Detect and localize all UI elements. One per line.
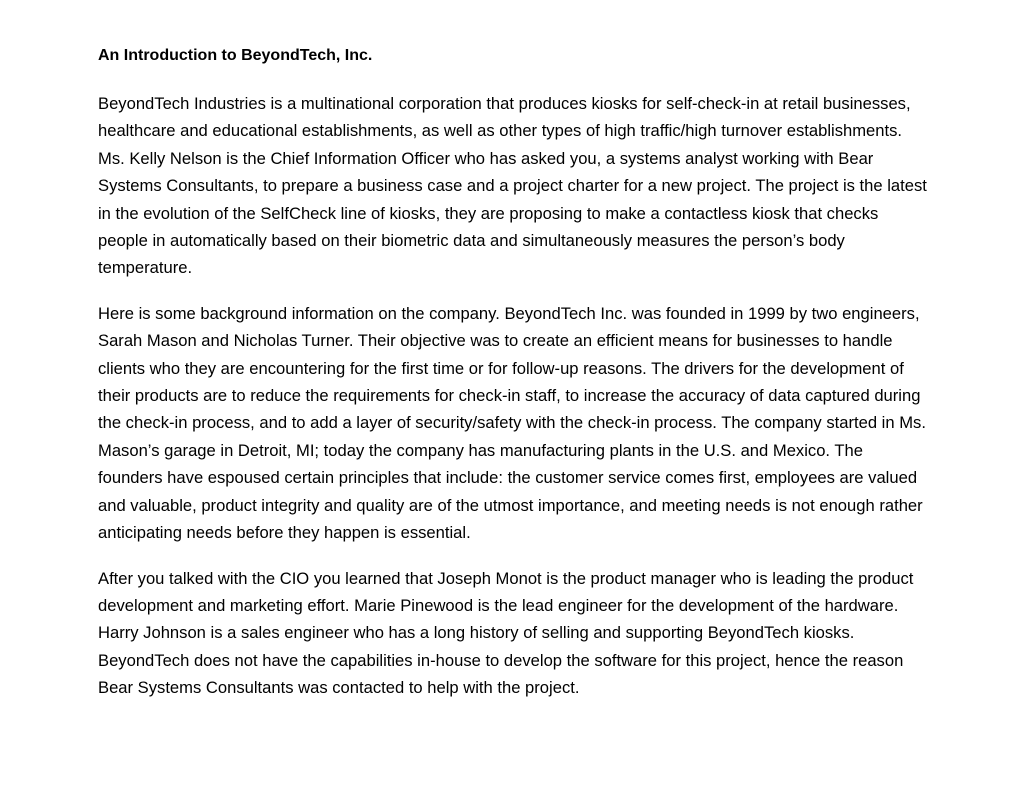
paragraph-stakeholders: After you talked with the CIO you learned that Joseph Monot is the product manager who is leading the product development and marketing effort. Marie Pinewood is the lead engineer for the development of the hardware. Harry Johnson is a sales engineer who has a long history of selling and supporting BeyondTech kiosks. BeyondTech does not have the capabilities in-house to develop the software for this project, hence the reason Bear Systems Consultants was contacted to help with the project. xyxy=(98,568,914,698)
paragraph-company-overview: BeyondTech Industries is a multinational corporation that produces kiosks for self-check-in at retail businesses, healthcare and educational establishments, as well as other types of high traffic/high turnover establishments. Ms. Kelly Nelson is the Chief Information Officer who has asked you, a systems analyst working with Bear Systems Consultants, to prepare a business case and a project charter for a new project. The project is the latest in the evolution of the SelfCheck line of kiosks, they are proposing to make a contactless kiosk that checks people in automatically based on their biometric data and simultaneously measures the person’s body temperature. xyxy=(98,94,927,278)
paragraph-company-background: Here is some background information on the company. BeyondTech Inc. was founded in 1999 by two engineers, Sarah Mason and Nicholas Turner. Their objective was to create an efficient means for businesses to handle clients who they are encountering for the first time or for follow-up reasons. The drivers for the development of their products are to reduce the requirements for check-in staff, to increase the accuracy of data captured during the check-in process, and to add a layer of security/safety with the check-in process. The company started in Ms. Mason’s garage in Detroit, MI; today the company has manufacturing plants in the U.S. and Mexico. The founders have espoused certain principles that include: the customer service comes first, employees are valued and valuable, product integrity and quality are of the utmost importance, and meeting needs is not enough rather anticipating needs before they happen is essential. xyxy=(98,303,926,543)
document-title: An Introduction to BeyondTech, Inc. xyxy=(98,47,373,64)
document-page xyxy=(98,44,932,720)
